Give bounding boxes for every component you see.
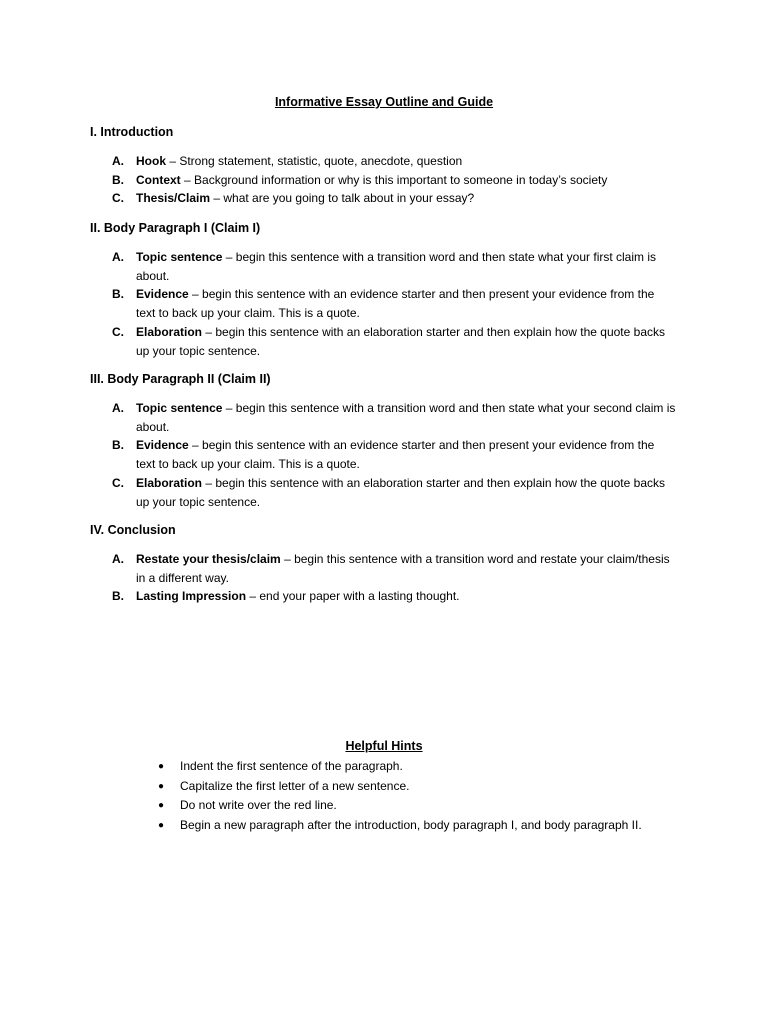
section-body-paragraph-1 xyxy=(90,219,690,360)
item-letter: B. xyxy=(112,172,124,187)
outline-item xyxy=(90,171,690,190)
item-term: Context xyxy=(136,172,181,187)
item-term: Elaboration xyxy=(136,475,203,490)
item-body xyxy=(136,436,676,473)
item-body xyxy=(136,285,676,322)
item-letter: C. xyxy=(112,191,124,206)
item-term: Topic sentence xyxy=(136,401,223,415)
item-letter: A. xyxy=(112,552,124,566)
item-text: – begin this sentence with an evidence starter and then present your evidence from the text to back up your claim. This is a quote. xyxy=(136,287,655,321)
outline-item xyxy=(90,152,690,171)
item-letter: C. xyxy=(112,475,124,490)
outline-item xyxy=(90,248,690,285)
section-heading: IV. Conclusion xyxy=(90,523,176,537)
outline-item xyxy=(90,436,690,473)
bullet-icon: ● xyxy=(158,780,165,792)
item-term: Lasting Impression xyxy=(136,589,247,604)
item-term: Restate your thesis/claim xyxy=(136,552,281,566)
item-body xyxy=(136,399,676,436)
item-letter: B. xyxy=(112,438,124,453)
outline-item xyxy=(90,189,690,208)
item-text: – begin this sentence with an elaboration starter and then explain how the quote backs up your topic sentence. xyxy=(136,324,665,358)
document-title: Informative Essay Outline and Guide xyxy=(274,95,494,109)
hints-list xyxy=(158,757,718,835)
item-text: – Strong statement, statistic, quote, anecdote, question xyxy=(166,154,463,168)
item-body xyxy=(136,248,676,285)
item-term: Elaboration xyxy=(136,324,203,339)
outline-item xyxy=(90,474,690,511)
bullet-icon: ● xyxy=(158,761,165,772)
bullet-icon: ● xyxy=(158,819,165,831)
item-term: Topic sentence xyxy=(136,250,223,264)
item-text: – what are you going to talk about in your essay? xyxy=(210,191,475,206)
item-text: – begin this sentence with a transition word and then state what your second claim is about. xyxy=(136,401,676,434)
item-body xyxy=(136,587,676,606)
item-letter: A. xyxy=(112,250,124,264)
item-body xyxy=(136,474,676,511)
outline-item xyxy=(90,399,690,436)
section-introduction xyxy=(90,123,690,208)
item-letter: A. xyxy=(112,401,124,415)
section-item-list xyxy=(90,399,690,511)
section-heading: III. Body Paragraph II (Claim II) xyxy=(90,372,271,386)
item-letter: B. xyxy=(112,287,124,302)
bullet-icon: ● xyxy=(158,800,165,811)
item-text: – begin this sentence with an elaboration starter and then explain how the quote backs up your topic sentence. xyxy=(136,475,665,509)
item-text: – begin this sentence with an evidence starter and then present your evidence from the text to back up your claim. This is a quote. xyxy=(136,438,655,472)
item-text: – Background information or why is this important to someone in today’s society xyxy=(180,172,608,187)
hints-title: Helpful Hints xyxy=(345,739,423,753)
item-body xyxy=(136,171,676,190)
item-body xyxy=(136,152,676,171)
item-term: Evidence xyxy=(136,438,189,453)
item-text: – begin this sentence with a transition word and restate your claim/thesis in a different way. xyxy=(136,552,670,585)
hint-item xyxy=(158,777,718,797)
outline-item xyxy=(90,587,690,606)
section-item-list xyxy=(90,550,690,606)
outline-item xyxy=(90,550,690,587)
outline-item xyxy=(90,285,690,322)
hint-text: Indent the first sentence of the paragraph. xyxy=(180,759,403,773)
item-letter: C. xyxy=(112,324,124,339)
section-item-list xyxy=(90,248,690,360)
item-body xyxy=(136,323,676,360)
section-body-paragraph-2 xyxy=(90,370,690,511)
item-body xyxy=(136,189,676,208)
section-heading: II. Body Paragraph I (Claim I) xyxy=(90,221,261,235)
item-body xyxy=(136,550,676,587)
section-conclusion xyxy=(90,521,690,606)
section-heading: I. Introduction xyxy=(90,125,174,139)
hint-item xyxy=(158,796,718,816)
item-text: – begin this sentence with a transition word and then state what your first claim is about. xyxy=(136,250,657,283)
item-letter: A. xyxy=(112,154,124,168)
outline-item xyxy=(90,323,690,360)
item-text: – end your paper with a lasting thought. xyxy=(246,589,460,604)
hint-item xyxy=(158,816,718,836)
hint-item xyxy=(158,757,718,777)
item-term: Hook xyxy=(136,154,166,168)
hint-text: Do not write over the red line. xyxy=(180,798,337,812)
section-item-list xyxy=(90,152,690,208)
item-letter: B. xyxy=(112,589,124,604)
item-term: Evidence xyxy=(136,287,189,302)
item-term: Thesis/Claim xyxy=(136,191,211,206)
hint-text: Begin a new paragraph after the introduction, body paragraph I, and body paragraph II. xyxy=(180,817,642,832)
hint-text: Capitalize the first letter of a new sentence. xyxy=(180,778,410,793)
